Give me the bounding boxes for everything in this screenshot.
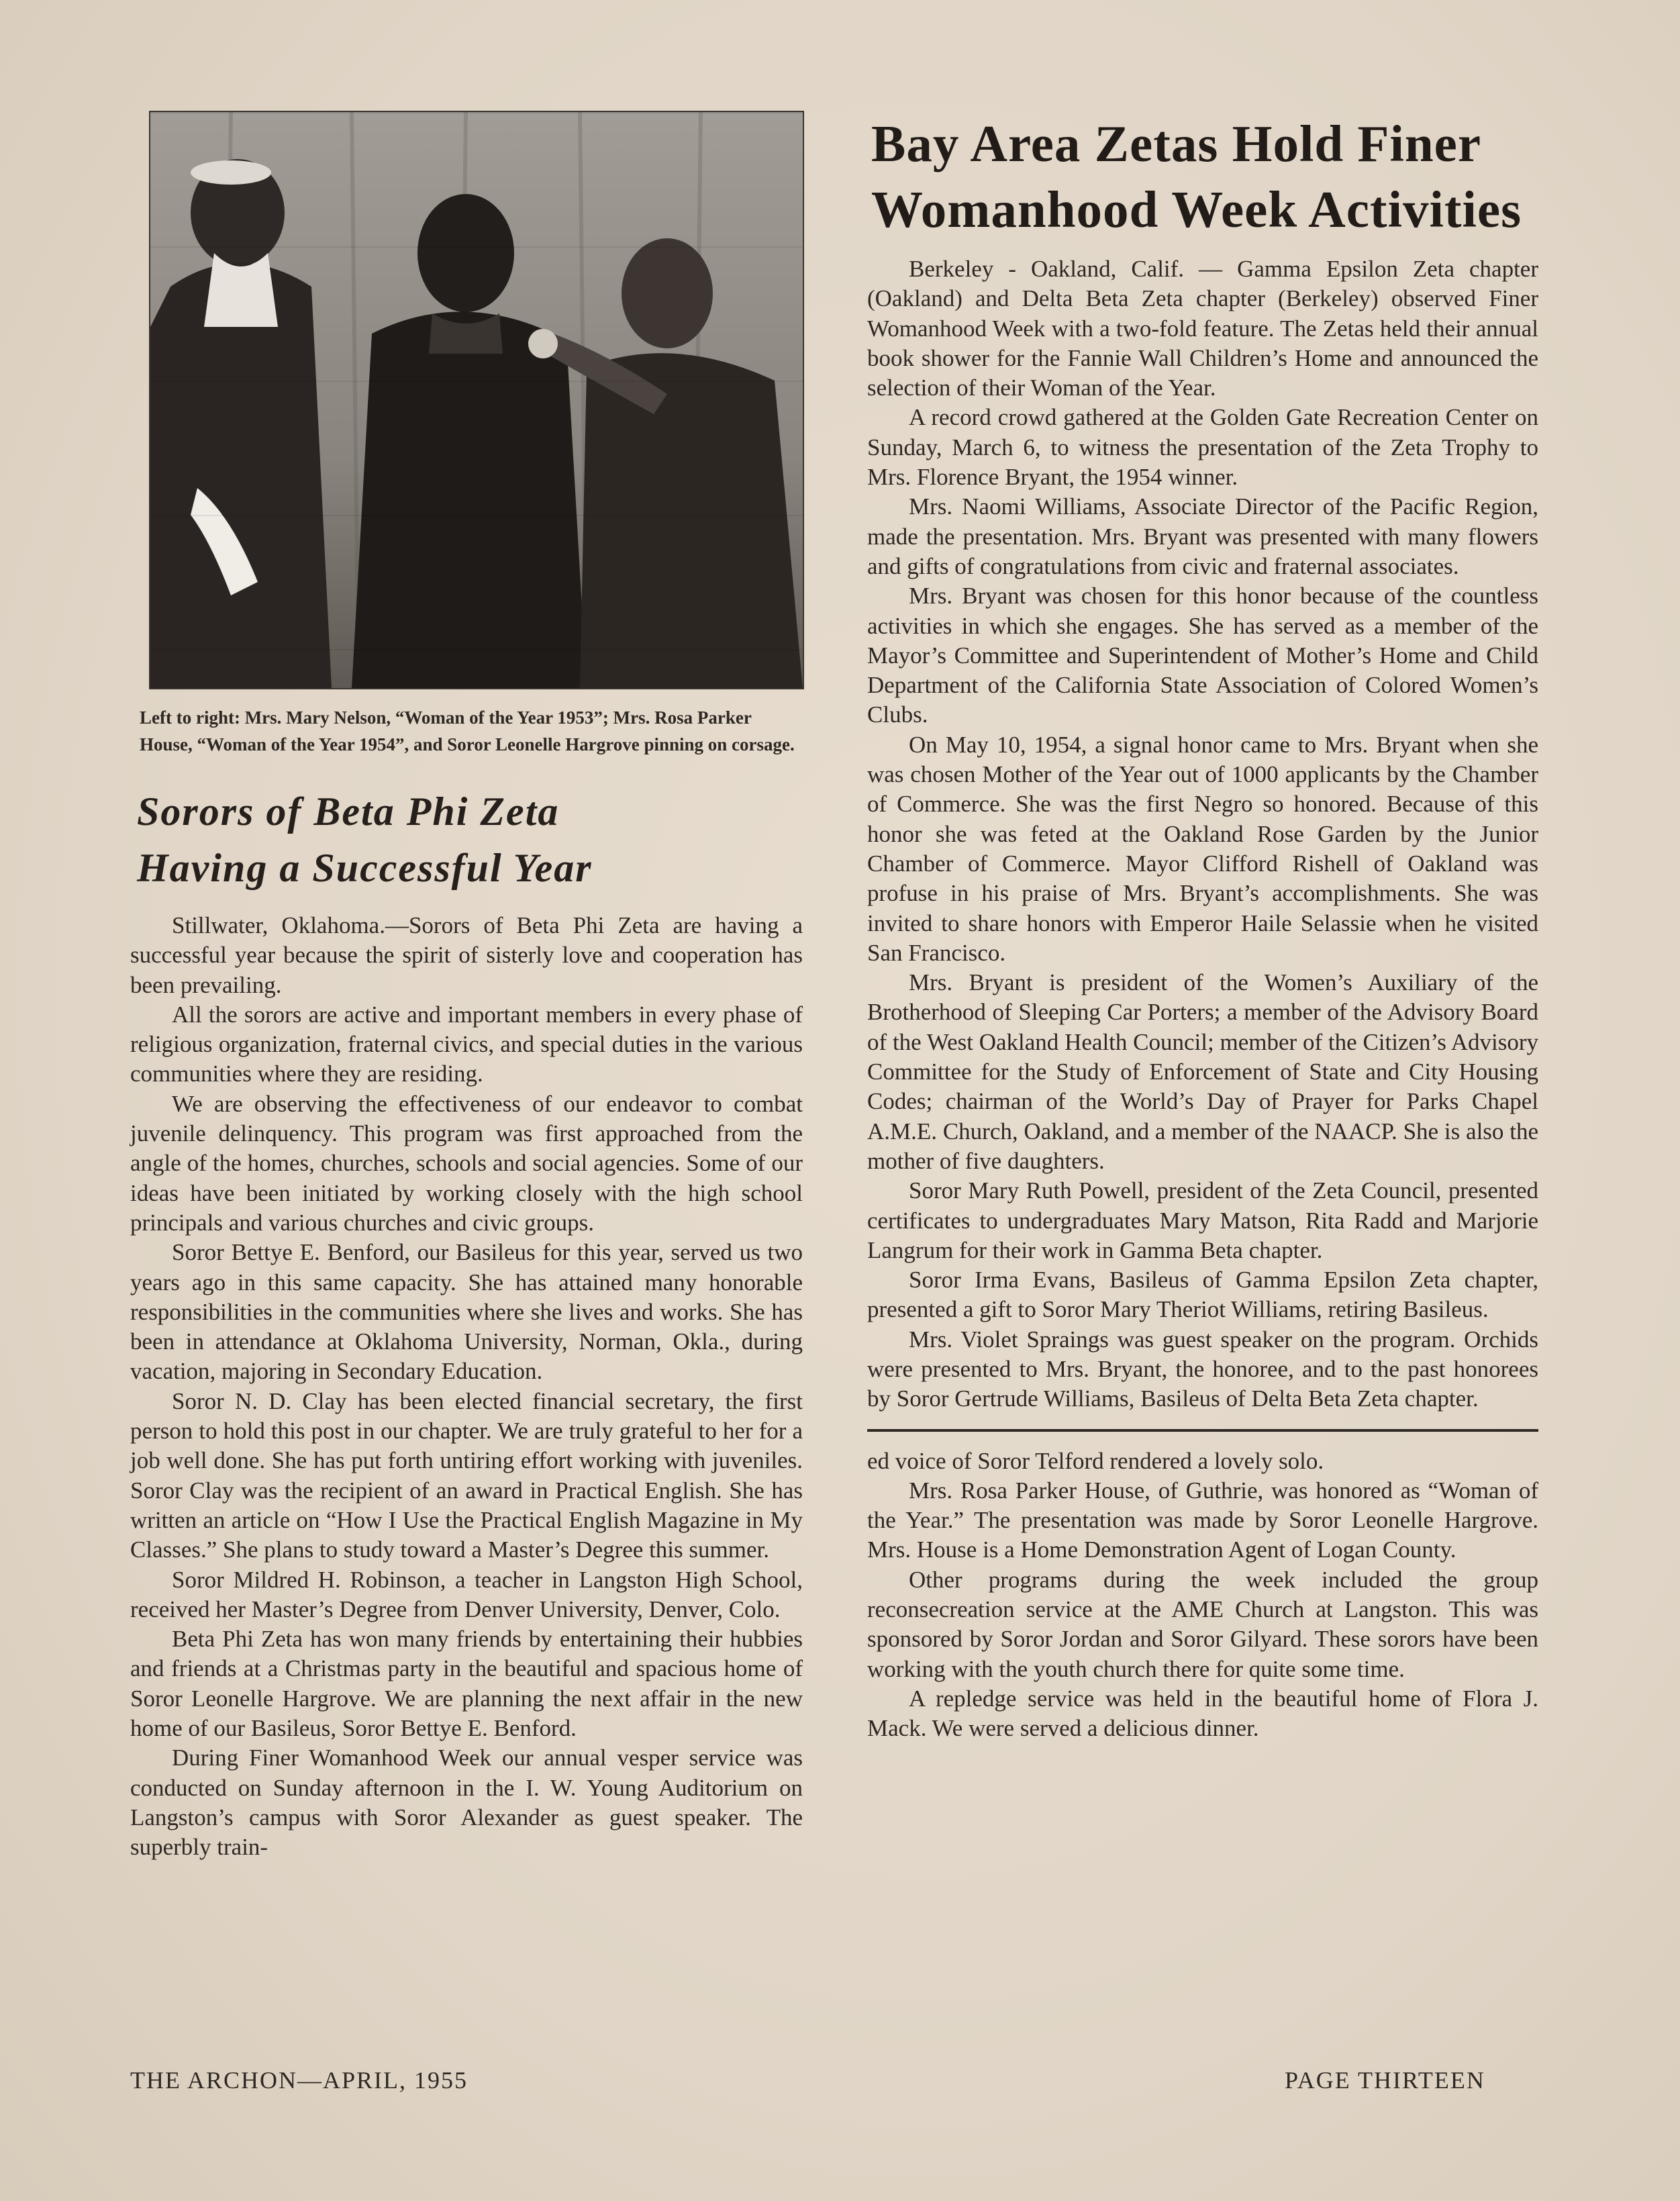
right-article-body xyxy=(867,254,1538,1414)
right-paragraph: Mrs. Naomi Williams, Associate Director of the Pacific Region, made the presentation. Mrs. Bryant was presented with many flowers and gifts of congratulations from civic and fraternal associates. xyxy=(867,493,1538,579)
continued-paragraph: Other programs during the week included the group reconsecreation service at the AME Church at Langston. This was sponsored by Soror Jordan and Soror Gilyard. These sorors have been working with the youth church there for quite some time. xyxy=(867,1566,1538,1682)
right-paragraph: Mrs. Bryant is president of the Women’s Auxiliary of the Brotherhood of Sleeping Car Porters; a member of the Advisory Board of the West Oakland Health Council; member of the Citizen’s Advisory Committee for the Study of Enforcement of State and City Housing Codes; chairman of the World’s Day of Prayer for Parks Chapel A.M.E. Church, Oakland, and a member of the NAACP. She is also the mother of five daughters. xyxy=(867,969,1538,1174)
left-paragraph: During Finer Womanhood Week our annual vesper service was conducted on Sunday afternoon in the I. W. Young Auditorium on Langston’s campus with Soror Alexander as guest speaker. The superbly train- xyxy=(130,1745,803,1861)
right-title-line-2: Womanhood Week Activities xyxy=(871,181,1522,238)
left-paragraph: Soror Mildred H. Robinson, a teacher in Langston High School, received her Master’s Degree from Denver University, Denver, Colo. xyxy=(130,1566,803,1622)
left-title-line-1: Sorors of Beta Phi Zeta xyxy=(137,789,560,834)
right-paragraph: On May 10, 1954, a signal honor came to Mrs. Bryant when she was chosen Mother of the Year out of 1000 applicants by the Chamber of Commerce. She was the first Negro so honored. Because of this honor she was feted at the Oakland Rose Garden by the Junior Chamber of Commerce. Mayor Clifford Rishell of Oakland was profuse in his praise of Mrs. Bryant’s accomplishments. She was invited to share honors with Emperor Haile Selassie when he visited San Francisco. xyxy=(867,731,1538,966)
right-paragraph: A record crowd gathered at the Golden Gate Recreation Center on Sunday, March 6, to witness the presentation of the Zeta Trophy to Mrs. Florence Bryant, the 1954 winner. xyxy=(867,404,1538,491)
left-paragraph: All the sorors are active and important members in every phase of religious organization, fraternal civics, and special duties in the various communities where they are residing. xyxy=(130,1001,803,1087)
footer-page-number: PAGE THIRTEEN xyxy=(1285,2067,1485,2094)
left-article-body xyxy=(130,911,803,1863)
footer-publication: THE ARCHON—APRIL, 1955 xyxy=(130,2067,468,2094)
continued-paragraph: A repledge service was held in the beautiful home of Flora J. Mack. We were served a delicious dinner. xyxy=(867,1685,1538,1742)
right-paragraph: Mrs. Violet Spraings was guest speaker on the program. Orchids were presented to Mrs. Bryant, the honoree, and to the past honorees by Soror Gertrude Williams, Basileus of Delta Beta Zeta chapter. xyxy=(867,1326,1538,1412)
left-paragraph: Stillwater, Oklahoma.—Sorors of Beta Phi Zeta are having a successful year because the spirit of sisterly love and cooperation has been prevailing. xyxy=(130,912,803,998)
continued-paragraph: ed voice of Soror Telford rendered a lovely solo. xyxy=(867,1447,1324,1474)
right-column xyxy=(863,111,1538,1744)
continued-article-body xyxy=(867,1447,1538,1744)
left-paragraph: We are observing the effectiveness of our endeavor to combat juvenile delinquency. This program was first approached from the angle of the homes, churches, schools and social agencies. Some of our ideas have been initiated by working closely with the high school principals and various churches and civic groups. xyxy=(130,1090,803,1236)
right-paragraph: Soror Irma Evans, Basileus of Gamma Epsilon Zeta chapter, presented a gift to Soror Mary Theriot Williams, retiring Basileus. xyxy=(867,1267,1538,1323)
left-column xyxy=(128,111,805,1863)
continued-paragraph: Mrs. Rosa Parker House, of Guthrie, was honored as “Woman of the Year.” The presentation was made by Soror Leonelle Hargrove. Mrs. House is a Home Demonstration Agent of Logan County. xyxy=(867,1477,1538,1563)
left-title-line-2: Having a Successful Year xyxy=(137,846,593,890)
right-paragraph: Soror Mary Ruth Powell, president of the Zeta Council, presented certificates to undergraduates Mary Matson, Rita Radd and Marjorie Langrum for their work in Gamma Beta chapter. xyxy=(867,1177,1538,1263)
section-divider xyxy=(867,1429,1538,1432)
left-paragraph: Soror Bettye E. Benford, our Basileus for this year, served us two years ago in this same capacity. She has attained many honorable responsibilities in the communities where she lives and works. She has been in attendance at Oklahoma University, Norman, Okla., during vacation, majoring in Secondary Education. xyxy=(130,1239,803,1385)
left-article-title xyxy=(137,783,805,896)
right-title-line-1: Bay Area Zetas Hold Finer xyxy=(871,115,1482,173)
photo-caption: Left to right: Mrs. Mary Nelson, “Woman of the Year 1953”; Mrs. Rosa Parker House, “Woman of the Year 1954”, and Soror Leonelle Hargrove pinning on corsage. xyxy=(140,707,795,754)
right-article-title xyxy=(871,111,1538,242)
left-paragraph: Soror N. D. Clay has been elected financial secretary, the first person to hold this post in our chapter. We are truly grateful to her for a job well done. She has put forth untiring effort working with juveniles. Soror Clay was the recipient of an award in Practical English. She has written an article on “How I Use the Practical English Magazine in My Classes.” She plans to study toward a Master’s Degree this summer. xyxy=(130,1387,803,1563)
left-paragraph: Beta Phi Zeta has won many friends by entertaining their hubbies and friends at a Christmas party in the beautiful and spacious home of Soror Leonelle Hargrove. We are planning the next affair in the new home of our Basileus, Soror Bettye E. Benford. xyxy=(130,1626,803,1742)
group-photo xyxy=(149,111,804,689)
right-paragraph: Berkeley - Oakland, Calif. — Gamma Epsilon Zeta chapter (Oakland) and Delta Beta Zeta chapter (Berkeley) observed Finer Womanhood Week with a two-fold feature. The Zetas held their annual book shower for the Fannie Wall Children’s Home and announced the selection of their Woman of the Year. xyxy=(867,256,1538,401)
right-paragraph: Mrs. Bryant was chosen for this honor because of the countless activities in which she engages. She has served as a member of the Mayor’s Committee and Superintendent of Mother’s Home and Child Department of the California State Association of Colored Women’s Clubs. xyxy=(867,583,1538,728)
